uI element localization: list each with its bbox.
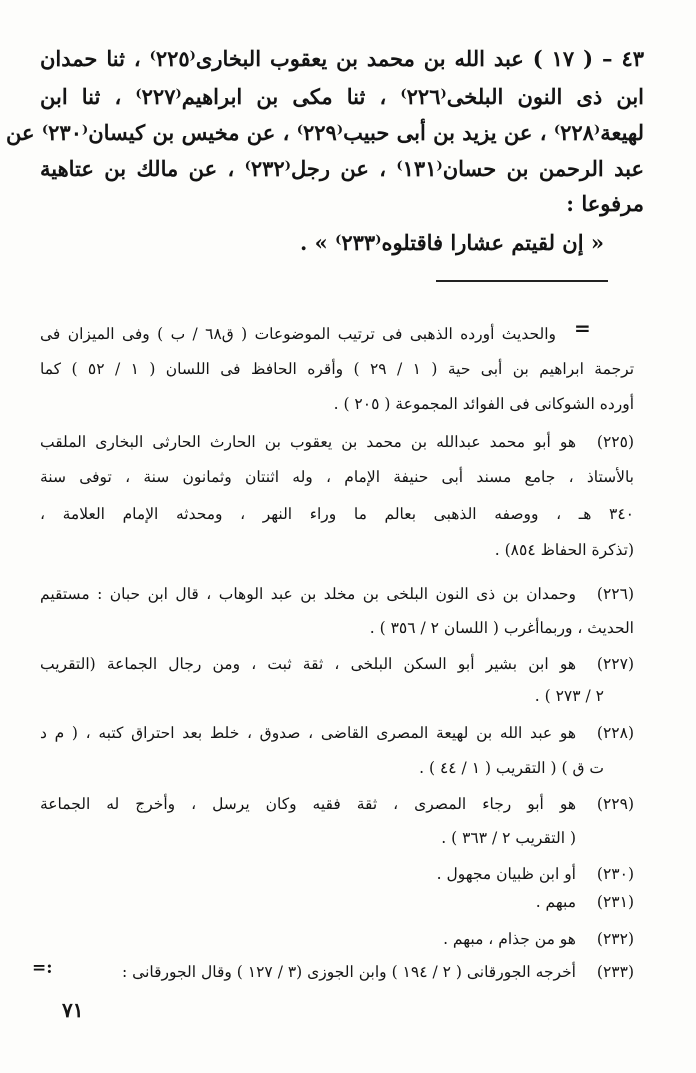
footnote-continuation-line: والحديث أورده الذهبى فى ترتيب الموضوعات ( ق٦٨ / ب ) وفى الميزان فى (40, 325, 556, 343)
main-text-line: مرفوعا : (566, 191, 644, 216)
footnote-226 (40, 582, 634, 606)
footnote-line: ( التقريب ٢ / ٣٦٣ ) . (441, 829, 576, 847)
footnote-text: هو من جذام ، مبهم . (443, 930, 576, 948)
footnote-line: (تذكرة الحفاظ ٨٥٤) . (494, 541, 634, 559)
footnote-line: بالأستاذ ، جامع مسند أبى حنيفة الإمام ، وله اثنتان وثمانون سنة ، توفى سنة (40, 468, 634, 486)
footnote-233 (40, 960, 634, 984)
footnote-number: (٢٢٩) (596, 795, 634, 813)
footnote-continuation-line: أورده الشوكانى فى الفوائد المجموعة ( ٢٠٥ ) . (333, 395, 634, 413)
footnote-separator (436, 280, 608, 282)
footnote-text: مبهم . (535, 893, 576, 911)
page-number: ٧١ (62, 998, 84, 1022)
footnote-225 (40, 430, 634, 454)
main-text-line: عبد الرحمن بن حسان⁽١٣١⁾ ، عن رجل⁽٢٣٢⁾ ، عن مالك بن عتاهية (40, 156, 645, 181)
footnote-text: هو أبو محمد عبدالله بن محمد بن يعقوب بن الحارث الحارثى البخارى الملقب (40, 433, 576, 451)
footnote-number: (٢٢٨) (596, 724, 634, 742)
footnote-text: هو ابن بشير أبو السكن البلخى ، ثقة ثبت ، ومن رجال الجماعة (التقريب (40, 655, 576, 673)
footnote-232 (40, 927, 634, 951)
footnote-number: (٢٣١) (596, 893, 634, 911)
main-text-line: ابن ذى النون البلخى⁽٢٢٦⁾ ، ثنا مكى بن ابراهيم⁽٢٢٧⁾ ، ثنا ابن (40, 84, 644, 109)
footnote-number: (٢٣٢) (596, 930, 634, 948)
footnote-continuation-line: ترجمة ابراهيم بن أبى حية ( ١ / ٢٩ ) وأقره الحافظ فى اللسان ( ١ / ٥٢ ) كما (40, 360, 635, 378)
footnote-text: هو عبد الله بن لهيعة المصرى القاضى ، صدوق ، خلط بعد احتراق كتبه ، ( م د (40, 724, 576, 742)
footnote-number: (٢٢٦) (596, 585, 634, 603)
footnote-228 (40, 721, 634, 745)
footnote-230 (40, 862, 634, 886)
footnote-line: الحديث ، وربماأغرب ( اللسان ٢ / ٣٥٦ ) . (369, 619, 634, 637)
main-text-line: ٤٣ – ( ١٧ ) عبد الله بن محمد بن يعقوب البخارى⁽٢٢٥⁾ ، ثنا حمدان (40, 46, 644, 71)
footnote-text: وحمدان بن ذى النون البلخى بن مخلد بن عبد الوهاب ، قال ابن حبان : مستقيم (40, 585, 576, 603)
footnote-line: ت ق ) ( التقريب ( ١ / ٤٤ ) . (419, 759, 604, 777)
hadith-quote: « إن لقيتم عشارا فاقتلوه⁽٢٣٣⁾ » . (300, 230, 604, 255)
main-text-line: لهيعة⁽٢٢٨⁾ ، عن يزيد بن أبى حبيب⁽٢٢٩⁾ ، عن مخيس بن كيسان⁽٢٣٠⁾ عن (6, 120, 644, 145)
footnote-line: ٢ / ٢٧٣ ) . (534, 687, 604, 705)
footnote-227 (40, 652, 634, 676)
footnote-number: (٢٢٧) (596, 655, 634, 673)
footnote-text: هو أبو رجاء المصرى ، ثقة فقيه وكان يرسل ، وأخرج له الجماعة (40, 795, 576, 813)
continuation-mark: = (574, 316, 591, 340)
footnote-231 (40, 890, 634, 914)
continuation-mark: := (32, 958, 53, 978)
footnote-number: (٢٣٠) (596, 865, 634, 883)
footnote-text: أخرجه الجورقانى ( ٢ / ١٩٤ ) وابن الجوزى (٣ / ١٢٧ ) وقال الجورقانى : (122, 963, 576, 981)
footnote-number: (٢٣٣) (596, 963, 634, 981)
footnote-line: ٣٤٠ هـ ، ووصفه الذهبى بعالم ما وراء النهر ، ومحدثه الإمام العلامة ، (40, 505, 634, 523)
footnote-number: (٢٢٥) (596, 433, 634, 451)
footnote-text: أو ابن ظبيان مجهول . (436, 865, 576, 883)
footnote-229 (40, 792, 634, 816)
